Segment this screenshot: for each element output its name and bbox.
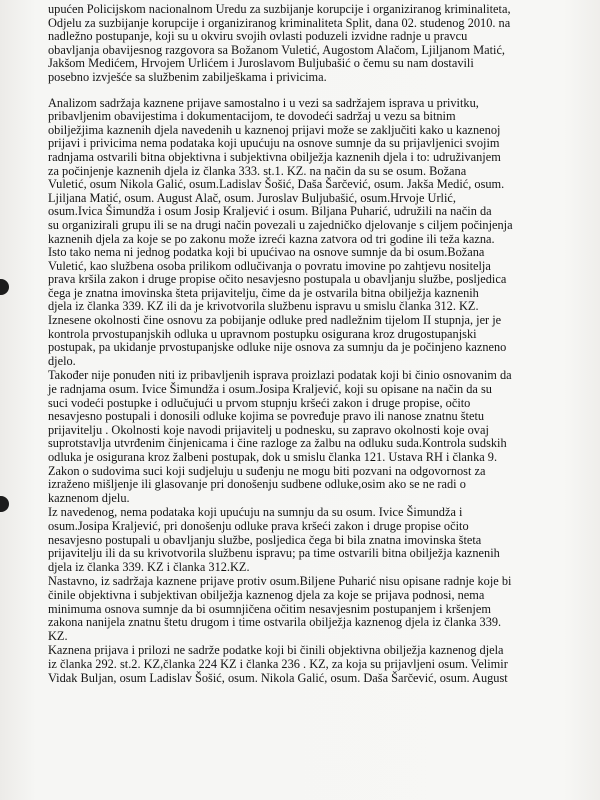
- document-body: [48, 2, 568, 685]
- text-line: upućen Policijskom nacionalnom Uredu za suzbijanje korupcije i organiziranog kriminaliteta,: [48, 2, 511, 16]
- text-line: Vuletić, osum Nikola Galić, osum.Ladislav Šošić, Daša Šarčević, osum. Jakša Medić, osum.: [48, 177, 505, 192]
- text-line: nadležno postupanje, koji su u okviru svojih ovlasti poduzeli izvidne radnje u pravcu: [48, 29, 468, 44]
- punch-hole-top: [0, 279, 9, 295]
- text-line: činile objektivna i subjektivan obilježja kaznenog djela za koje se prijava podnosi, nema: [48, 587, 485, 602]
- text-line: prijavitelju . Okolnosti koje navodi prijavitelj u podnesku, su zapravo okolnosti koje ovaj: [48, 422, 489, 437]
- text-line: KZ.: [48, 628, 68, 643]
- text-line: Vuletić, kao službena osoba prilikom odlučivanja o povratu imovine po zahtjevu nositelja: [48, 258, 491, 273]
- text-line: Analizom sadržaja kaznene prijave samostalno i u vezi sa sadržajem isprava u privitku,: [48, 95, 479, 110]
- text-line: obilježjima kaznenih djela navedenih u kaznenoj prijavi može se zaključiti kako u kaznenoj: [48, 122, 501, 137]
- text-line: prijavitelju ili da su krivotvorila službenu ispravu; pa time ostvarili bitna obilježja kaznenih: [48, 546, 500, 561]
- text-line: pribavljenim obavijestima i dokumentacijom, te dovodeći sadržaj u vezu sa bitnim: [48, 109, 456, 124]
- text-line: odluka je osigurana kroz žalbeni postupak, dok u smislu članka 121. Ustava RH i članka 9.: [48, 450, 498, 464]
- paragraph-2: [48, 97, 568, 369]
- paragraph-6: [48, 644, 568, 685]
- text-line: djela iz članka 339. KZ i članka 312.KZ.: [48, 559, 250, 574]
- text-line: Iz navedenog, nema podataka koji upućuju na sumnju da su osum. Ivice Šimundža i: [48, 505, 463, 520]
- text-line: obavljanja obavijesnog razgovora sa Božanom Vuletić, Augostom Alačom, Ljiljanom Matić,: [48, 42, 506, 57]
- text-line: izraženo mišljenje ili glasovanje pri donošenju sudbene odluke,osim ako se ne radi o: [48, 477, 466, 492]
- text-line: prava kršila zakon i druge propise očito nesavjesno postupala u obavljanju službe, posljedica: [48, 272, 507, 287]
- text-line: suci vodeći postupke i odlučujući u prvom stupnju kršeći zakon i druge propise, očito: [48, 395, 471, 410]
- text-line: radnjama ostvarili bitna objektivna i subjektivna obilježja kaznenih djela i to: udruživanjem: [48, 149, 501, 164]
- paragraph-3: [48, 369, 568, 505]
- text-line: suprotstavlja utvrđenim činjenicama i čine razloge za žalbu na odluku suda.Kontrola sudskih: [48, 436, 507, 451]
- text-line: iz članka 292. st.2. KZ,članka 224 KZ i članka 236 . KZ, za koja su prijavljeni osum. Velimir: [48, 656, 508, 671]
- paragraph-1: [48, 3, 568, 85]
- text-line: nesavjesno postupali i donosili odluke kojima se povređuje pravo ili nanose znatnu štetu: [48, 409, 485, 424]
- paragraph-4: [48, 506, 568, 574]
- text-line: kaznenih djela za koje se po zakonu može izreći kazna zatvora od tri godine ili teža kazna.: [48, 231, 495, 246]
- text-line: Jakšom Medićem, Hrvojem Urlićem i Juroslavom Buljubašić o čemu su nam dostavili: [48, 56, 474, 71]
- text-line: su organizirali grupu ili se na drugi način povezali u zajedničko djelovanje s ciljem počinjenja: [48, 217, 513, 232]
- text-line: prijavi i privicima nema podataka koji upućuju na osnove sumnje da su prijavljenici svojim: [48, 136, 500, 151]
- text-line: čega je znatna imovinska šteta prijavitelju, čime da je ostvarila bitna obilježja kaznenih: [48, 285, 479, 300]
- text-line: osum.Ivica Šimundža i osum Josip Kraljević i osum. Biljana Puharić, udružili na način da: [48, 204, 492, 219]
- text-line: nesavjesno postupali u obavljanju službe, posljedica čega bi bila znatna imovinska šteta: [48, 532, 482, 547]
- text-line: Iznesene okolnosti čine osnovu za pobijanje odluke pred nadležnim tijelom II stupnja, jer je: [48, 313, 502, 328]
- text-line: minimuma osnova sumnje da bi osumnjičena očitim nesavjesnim postupanjem i kršenjem: [48, 601, 491, 616]
- punch-hole-bottom: [0, 496, 9, 512]
- paragraph-5: [48, 575, 568, 643]
- text-line: Zakon o sudovima suci koji sudjeluju u suđenju ne mogu biti pozvani na odgovornost za: [48, 463, 486, 478]
- text-line: Također nije ponuđen niti iz pribavljenih isprava proizlazi podatak koji bi činio osnovanim da: [48, 368, 512, 383]
- text-line: je radnjama osum. Ivice Šimundža i osum.Josipa Kraljević, koji su opisane na način da su: [48, 382, 492, 397]
- text-line: djelo.: [48, 353, 76, 368]
- text-line: Isto tako nema ni jednog podatka koji bi upućivao na osnove sumnje da bi osum.Božana: [48, 245, 485, 260]
- text-line: osum.Josipa Kraljević, pri donošenju odluke prava kršeći zakon i druge propise očito: [48, 518, 469, 533]
- text-line: Nastavno, iz sadržaja kaznene prijave protiv osum.Biljene Puharić nisu opisane radnje koje bi: [48, 574, 512, 589]
- text-line: Odjelu za suzbijanje korupcije i organiziranog kriminaliteta Split, dana 02. studenog 2010. na: [48, 15, 511, 30]
- text-line: Kaznena prijava i prilozi ne sadrže podatke koji bi činili objektivna obilježja kaznenog djela: [48, 643, 504, 658]
- text-line: za počinjenje kaznenih djela iz članka 333. st.1. KZ. na način da su se osum. Božana: [48, 163, 467, 178]
- text-line: Vidak Buljan, osum Ladislav Šošić, osum. Nikola Galić, osum. Daša Šarčević, osum. August: [48, 670, 508, 685]
- text-line: kaznenom djelu.: [48, 490, 130, 505]
- text-line: postupak, pa ukidanje prvostupanjske odluke nije osnova za sumnju da je počinjeno kazneno: [48, 340, 507, 355]
- text-line: Ljiljana Matić, osum. August Alač, osum. Juroslav Buljubašić, osum.Hrvoje Urlić,: [48, 190, 456, 205]
- text-line: zakona nanijela znatnu štetu drugom i time ostvarila obilježja kaznenog djela iz članka 339.: [48, 615, 502, 630]
- text-line: djela iz članka 339. KZ ili da je krivotvorila službenu ispravu u smislu članka 312. KZ.: [48, 299, 479, 314]
- text-line: kontrola prvostupanjskih odluka u upravnom postupku osigurana kroz drugostupanjski: [48, 326, 477, 341]
- text-line: posebno izvješće sa službenim zabilješkama i privicima.: [48, 69, 327, 84]
